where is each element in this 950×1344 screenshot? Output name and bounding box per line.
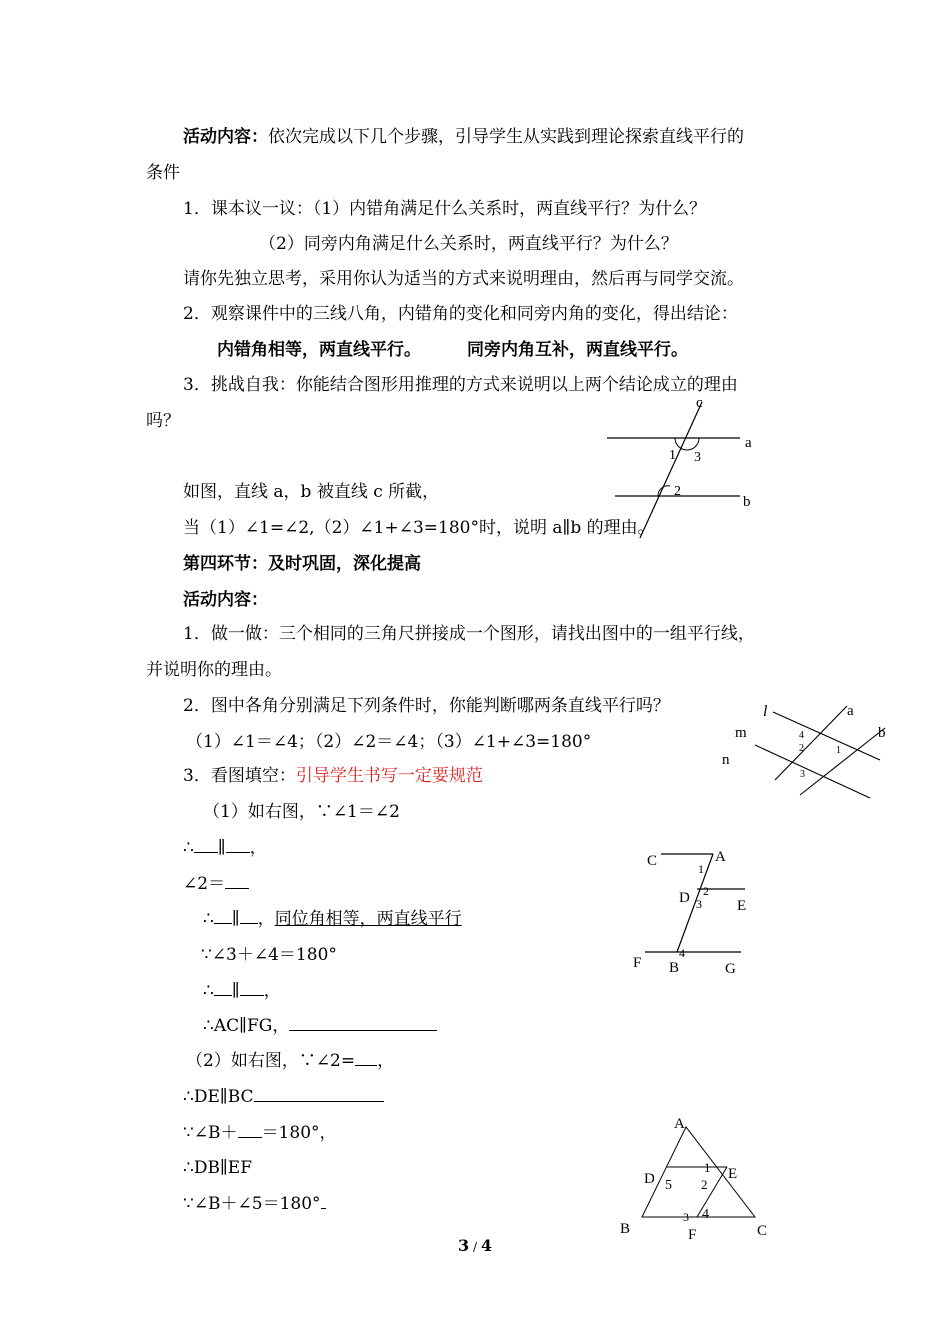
angle-1: 1	[669, 448, 676, 463]
angle-3: 3	[800, 769, 805, 780]
activity-label: 活动内容：	[183, 127, 268, 147]
item2-conditions: （1）∠1＝∠4；（2）∠2＝∠4；（3）∠1+∠3=180°	[186, 732, 592, 752]
angle-1: 1	[698, 862, 704, 876]
label-C: C	[647, 853, 658, 869]
line-c	[640, 402, 702, 538]
label-a: a	[745, 435, 752, 451]
part1-head: （1）如右图，∵∠1＝∠2	[203, 802, 400, 822]
activity-text-cont: 条件	[146, 163, 180, 183]
label-m: m	[735, 725, 747, 741]
label-A: A	[715, 849, 726, 865]
label-F: F	[688, 1227, 697, 1243]
angle-3: 3	[694, 450, 701, 465]
label-n: n	[722, 752, 730, 768]
figure-zigzag	[625, 840, 765, 980]
angle-3: 3	[683, 1210, 689, 1224]
angle-2: 2	[703, 884, 709, 898]
figure-triangle	[610, 1105, 780, 1245]
label-E: E	[737, 898, 747, 914]
angle-2: 2	[674, 484, 681, 499]
conclusion-2: 同旁内角互补，两直线平行。	[467, 340, 688, 360]
item3-note: 引导学生书写一定要规范	[295, 766, 483, 786]
part2-line-4: ∵∠B＋∠5＝180°	[183, 1193, 326, 1215]
label-l: l	[763, 703, 768, 720]
section4-heading: 第四环节：及时巩固，深化提高	[183, 554, 421, 574]
angle-4: 4	[799, 730, 804, 741]
label-A: A	[674, 1116, 685, 1132]
label-c: c	[696, 395, 703, 411]
angle-1: 1	[836, 745, 841, 756]
label-B: B	[669, 960, 680, 976]
part1-line-5: ∴ ∥ ，	[203, 981, 281, 1001]
part1-line-4: ∵∠3＋∠4＝180°	[201, 945, 337, 965]
angle-1: 1	[704, 1160, 711, 1175]
angle-5: 5	[665, 1178, 672, 1193]
label-C: C	[757, 1223, 768, 1239]
label-E: E	[728, 1166, 738, 1182]
page-current: 3	[458, 1236, 470, 1255]
angle-2: 2	[701, 1177, 708, 1192]
section4-activity-label: 活动内容：	[183, 590, 268, 610]
line-m	[773, 712, 880, 760]
step1-question-2: （2）同旁内角满足什么关系时，两直线平行？为什么？	[259, 234, 678, 254]
item3-label: 3．看图填空：	[183, 766, 296, 786]
item1-text-1: 1．做一做：三个相同的三角尺拼接成一个图形，请找出图中的一组平行线，	[183, 624, 755, 644]
angle-4: 4	[702, 1207, 709, 1222]
part2-head: （2）如右图，∵∠2= ，	[186, 1051, 395, 1071]
item2-text: 2．图中各角分别满足下列条件时，你能判断哪两条直线平行吗？	[183, 696, 670, 716]
angle-3: 3	[696, 897, 702, 911]
page-separator: /	[472, 1240, 478, 1254]
item3-line	[183, 765, 483, 787]
reason-corresponding-angles: 同位角相等，两直线平行	[274, 909, 462, 929]
step3-text-3: 如图，直线 a，b 被直线 c 所截，	[183, 482, 440, 502]
label-D: D	[644, 1171, 655, 1187]
part2-line-2: ∵∠B＋ ＝180°，	[183, 1123, 337, 1143]
label-b: b	[878, 725, 886, 741]
label-F: F	[633, 955, 642, 971]
label-a: a	[847, 703, 854, 719]
figure-transversal	[600, 390, 770, 540]
page-total: 4	[480, 1236, 492, 1255]
part2-line-1: ∴DE∥BC	[183, 1086, 384, 1108]
item1-text-2: 并说明你的理由。	[146, 660, 282, 680]
label-b: b	[743, 494, 751, 510]
figure-crossing-lines	[715, 690, 915, 805]
part1-line-6: ∴AC∥FG，	[203, 1015, 437, 1037]
step3-text-1: 3．挑战自我：你能结合图形用推理的方式来说明以上两个结论成立的理由	[183, 375, 738, 395]
page-number	[0, 1236, 950, 1255]
part1-line-2: ∠2＝	[183, 873, 249, 895]
angle-2: 2	[799, 743, 804, 754]
step2-text: 2．观察课件中的三线八角，内错角的变化和同旁内角的变化，得出结论：	[183, 304, 738, 324]
activity-text: 依次完成以下几个步骤，引导学生从实践到理论探索直线平行的	[268, 127, 744, 147]
part2-line-3: ∴DB∥EF	[183, 1158, 252, 1178]
label-B: B	[620, 1221, 631, 1237]
step1-question-1: 1．课本议一议：（1）内错角满足什么关系时，两直线平行？为什么？	[183, 199, 707, 219]
angle-4: 4	[679, 946, 685, 960]
part1-line-3: ∴ ∥ ，同位角相等，两直线平行	[203, 909, 462, 929]
triangle-abc	[642, 1127, 755, 1217]
conclusion-1: 内错角相等，两直线平行。	[217, 340, 421, 360]
step3-text-2: 吗？	[146, 411, 180, 431]
step1-instruction: 请你先独立思考，采用你认为适当的方式来说明理由，然后再与同学交流。	[183, 269, 744, 289]
angle-arc-top	[675, 438, 699, 450]
label-D: D	[679, 890, 690, 906]
label-G: G	[725, 961, 736, 977]
step3-text-4: 当（1）∠1=∠2,（2）∠1+∠3=180°时，说明 a∥b 的理由。	[183, 518, 655, 538]
activity-line-1	[183, 126, 744, 148]
line-l	[775, 706, 847, 780]
part1-line-1: ∴ ∥ ，	[183, 838, 267, 858]
